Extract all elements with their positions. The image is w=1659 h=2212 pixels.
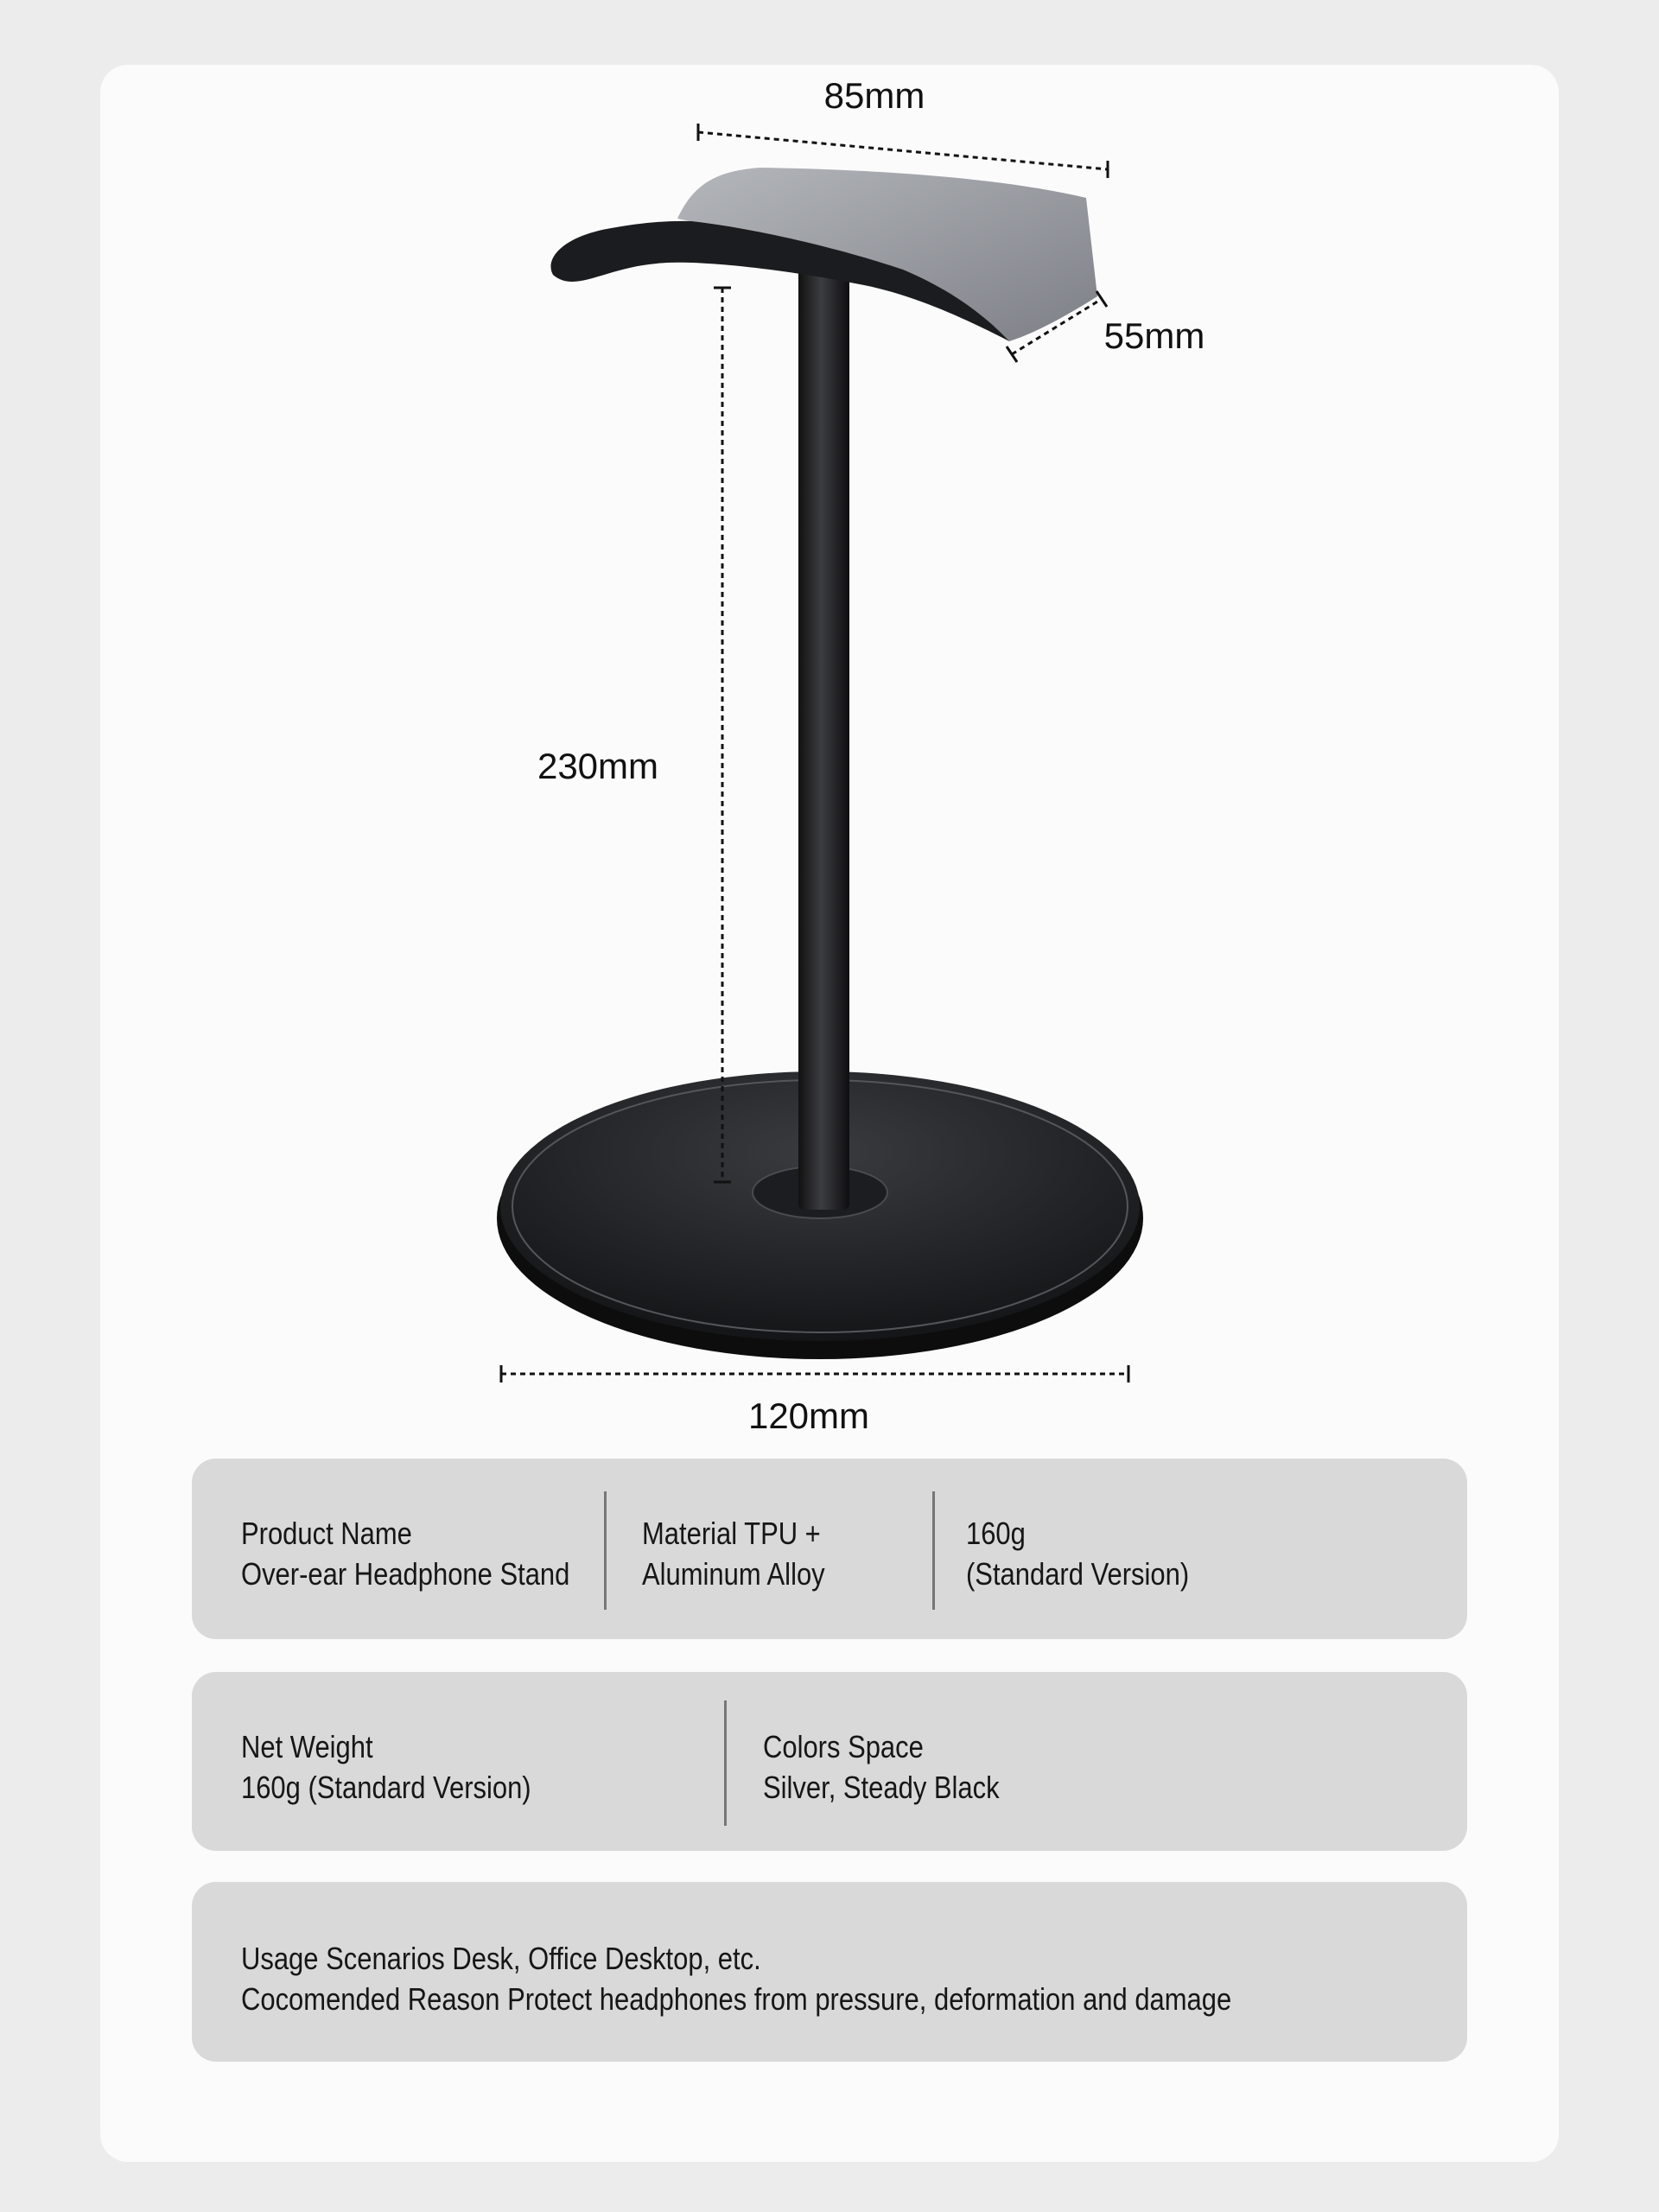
spec-title: 160g [966, 1516, 1026, 1551]
spec-usage [241, 1938, 1231, 2019]
spec-product-name [241, 1513, 569, 1594]
divider [932, 1491, 935, 1610]
spec-value: Silver, Steady Black [763, 1770, 1000, 1805]
spec-material [642, 1513, 825, 1594]
spec-title: Net Weight [241, 1729, 373, 1764]
spec-colors [763, 1726, 1000, 1808]
spec-value: Cocomended Reason Protect headphones from pressure, deformation and damage [241, 1981, 1232, 2017]
spec-panel-3 [192, 1882, 1467, 2062]
spec-value: (Standard Version) [966, 1556, 1190, 1592]
spec-title: Colors Space [763, 1729, 924, 1764]
spec-net-weight [241, 1726, 531, 1808]
spec-value: Over-ear Headphone Stand [241, 1556, 570, 1592]
depth-dimension-label: 55mm [1103, 315, 1205, 356]
spec-weight [966, 1513, 1189, 1594]
divider [604, 1491, 607, 1610]
divider [724, 1700, 727, 1826]
height-dimension-label: 230mm [537, 746, 659, 786]
base-dimension-label: 120mm [747, 1395, 870, 1436]
spec-title: Usage Scenarios Desk, Office Desktop, etc. [241, 1941, 761, 1976]
spec-value: Aluminum Alloy [642, 1556, 825, 1592]
width-dimension-label: 85mm [823, 75, 925, 116]
spec-value: 160g (Standard Version) [241, 1770, 531, 1805]
spec-panel-1 [192, 1459, 1467, 1639]
spec-panel-2 [192, 1672, 1467, 1851]
stand-pole [798, 259, 849, 1210]
spec-title: Product Name [241, 1516, 412, 1551]
spec-title: Material TPU + [642, 1516, 821, 1551]
